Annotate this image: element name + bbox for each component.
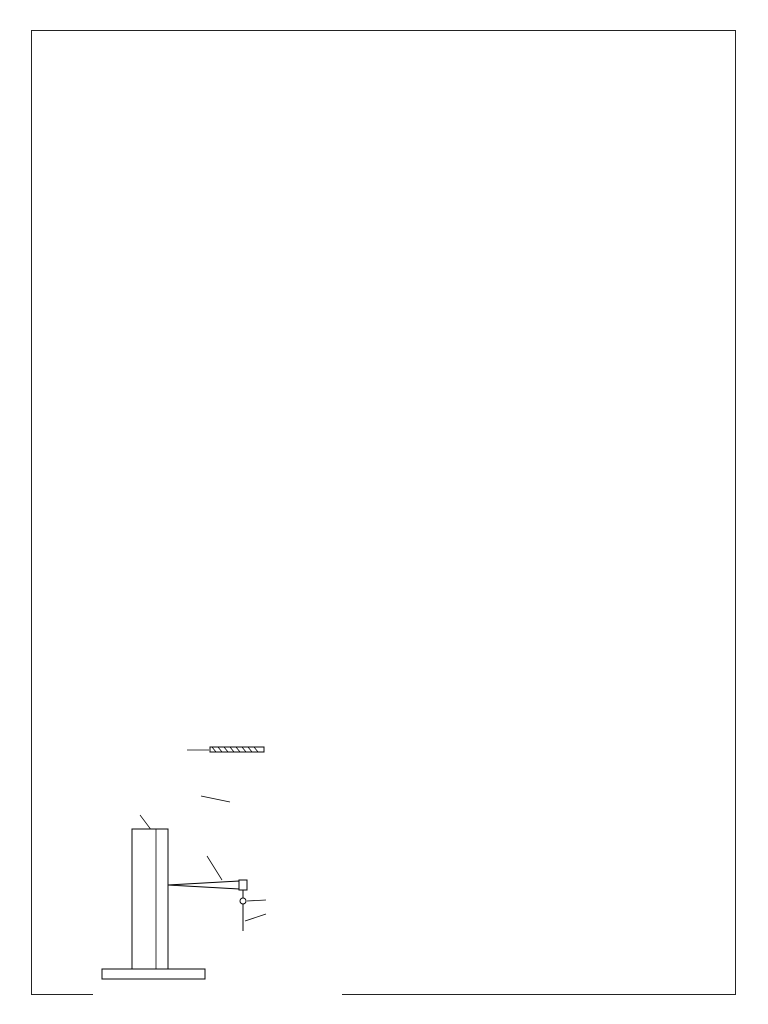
vertical-scale: [132, 829, 168, 969]
spring-diagram: [94, 718, 344, 998]
formula-row: [104, 591, 484, 614]
pointer: [168, 881, 239, 889]
page-border-bottom-right: [342, 994, 736, 995]
scale-base: [102, 969, 205, 979]
hook: [240, 898, 246, 904]
leader-line: [247, 900, 266, 901]
formula-row: [104, 637, 484, 660]
leader-line: [207, 856, 222, 880]
leader-line: [201, 796, 230, 802]
formula-block: [104, 591, 484, 660]
pointer-clamp: [239, 880, 247, 890]
formula-row: [104, 614, 484, 637]
leader-line: [245, 914, 266, 921]
page-border-bottom-left: [31, 994, 93, 995]
